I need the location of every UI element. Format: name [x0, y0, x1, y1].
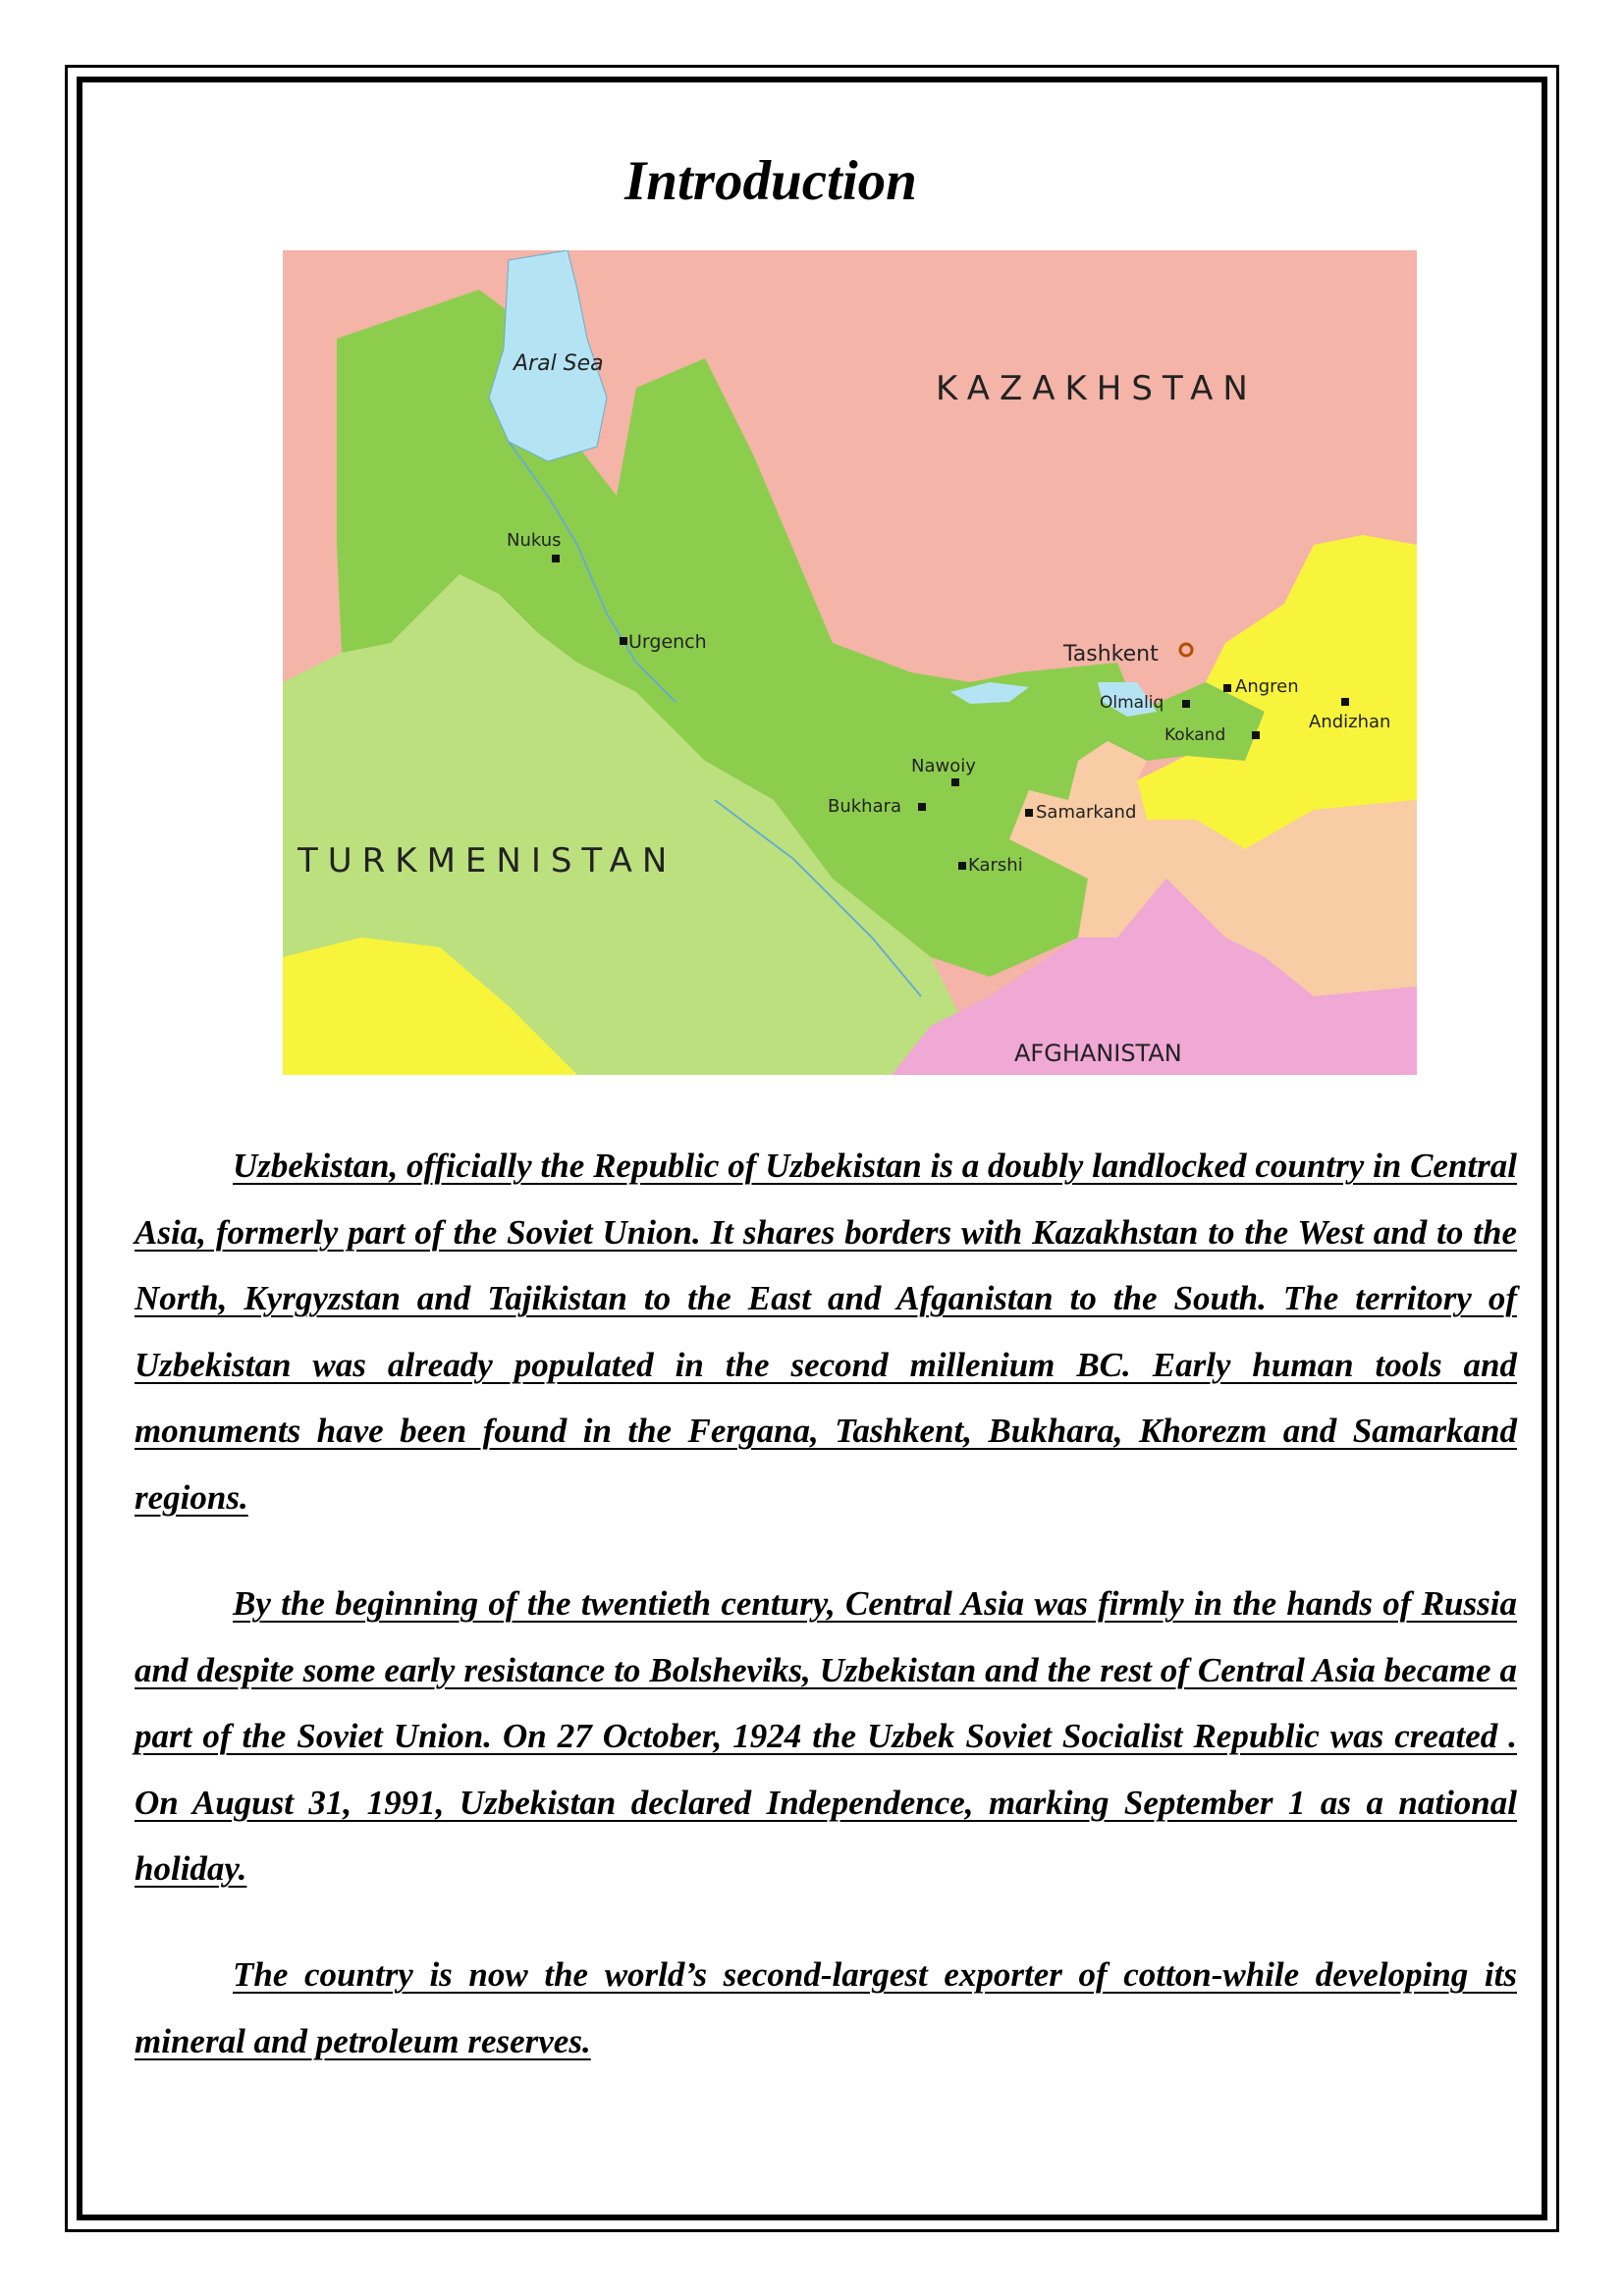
city-marker-andizhan	[1341, 698, 1349, 706]
paragraph-1-text: Uzbekistan, officially the Republic of Uzbekistan is a doubly landlocked country in Central Asia, formerly part of the Soviet Union. It shares borders with Kazakhstan to the West and to the North, Kyrgyzstan and Tajikistan to the East and Afganistan to the South. The territory of Uzbekistan was already populated in the second millenium BC. Early human tools and monuments have been found in the Fergana, Tashkent, Bukhara, Khorezm and Samarkand regions.	[135, 1147, 1517, 1517]
map-label-urgench: Urgench	[628, 631, 707, 653]
map-label-nawoiy: Nawoiy	[911, 756, 976, 776]
city-marker-bukhara	[918, 803, 926, 811]
city-marker-urgench	[620, 637, 627, 645]
city-marker-kokand	[1252, 731, 1260, 739]
city-marker-samarkand	[1025, 809, 1033, 817]
map-label-karshi: Karshi	[968, 855, 1023, 876]
map-label-kazakhstan: KAZAKHSTAN	[936, 369, 1258, 408]
map-label-turkmenistan: TURKMENISTAN	[298, 841, 677, 881]
paragraph-1	[135, 1133, 1517, 1530]
city-marker-olmaliq	[1182, 700, 1190, 708]
map-label-afghanistan: AFGHANISTAN	[1014, 1040, 1182, 1067]
map-label-angren: Angren	[1235, 676, 1299, 697]
city-marker-nukus	[552, 555, 560, 562]
paragraph-3-text: The country is now the world’s second-largest exporter of cotton-while developing its mineral and petroleum reserves.	[135, 1955, 1517, 2060]
map-label-samarkand: Samarkand	[1036, 802, 1137, 823]
city-marker-angren	[1223, 684, 1231, 692]
map-label-bukhara: Bukhara	[828, 796, 902, 817]
map-label-aral-sea: Aral Sea	[514, 351, 604, 376]
paragraph-2-text: By the beginning of the twentieth century, Central Asia was firmly in the hands of Russia and despite some early resistance to Bolsheviks, Uzbekistan and the rest of Central Asia became a part of the Soviet Union. On 27 October, 1924 the Uzbek Soviet Socialist Republic was created . On August 31, 1991, Uzbekistan declared Independence, marking September 1 as a national holiday.	[135, 1584, 1517, 1888]
city-marker-karshi	[958, 862, 966, 870]
map-label-tashkent: Tashkent	[1063, 642, 1159, 667]
uzbekistan-map	[283, 250, 1417, 1075]
paragraph-3	[135, 1942, 1517, 2074]
city-marker-nawoiy	[951, 778, 959, 786]
paragraph-2	[135, 1571, 1517, 1902]
map-label-olmaliq: Olmaliq	[1100, 693, 1164, 713]
page-title: Introduction	[624, 150, 917, 212]
map-label-nukus: Nukus	[507, 530, 562, 551]
map-label-andizhan: Andizhan	[1309, 712, 1391, 732]
map-label-kokand: Kokand	[1164, 725, 1226, 745]
